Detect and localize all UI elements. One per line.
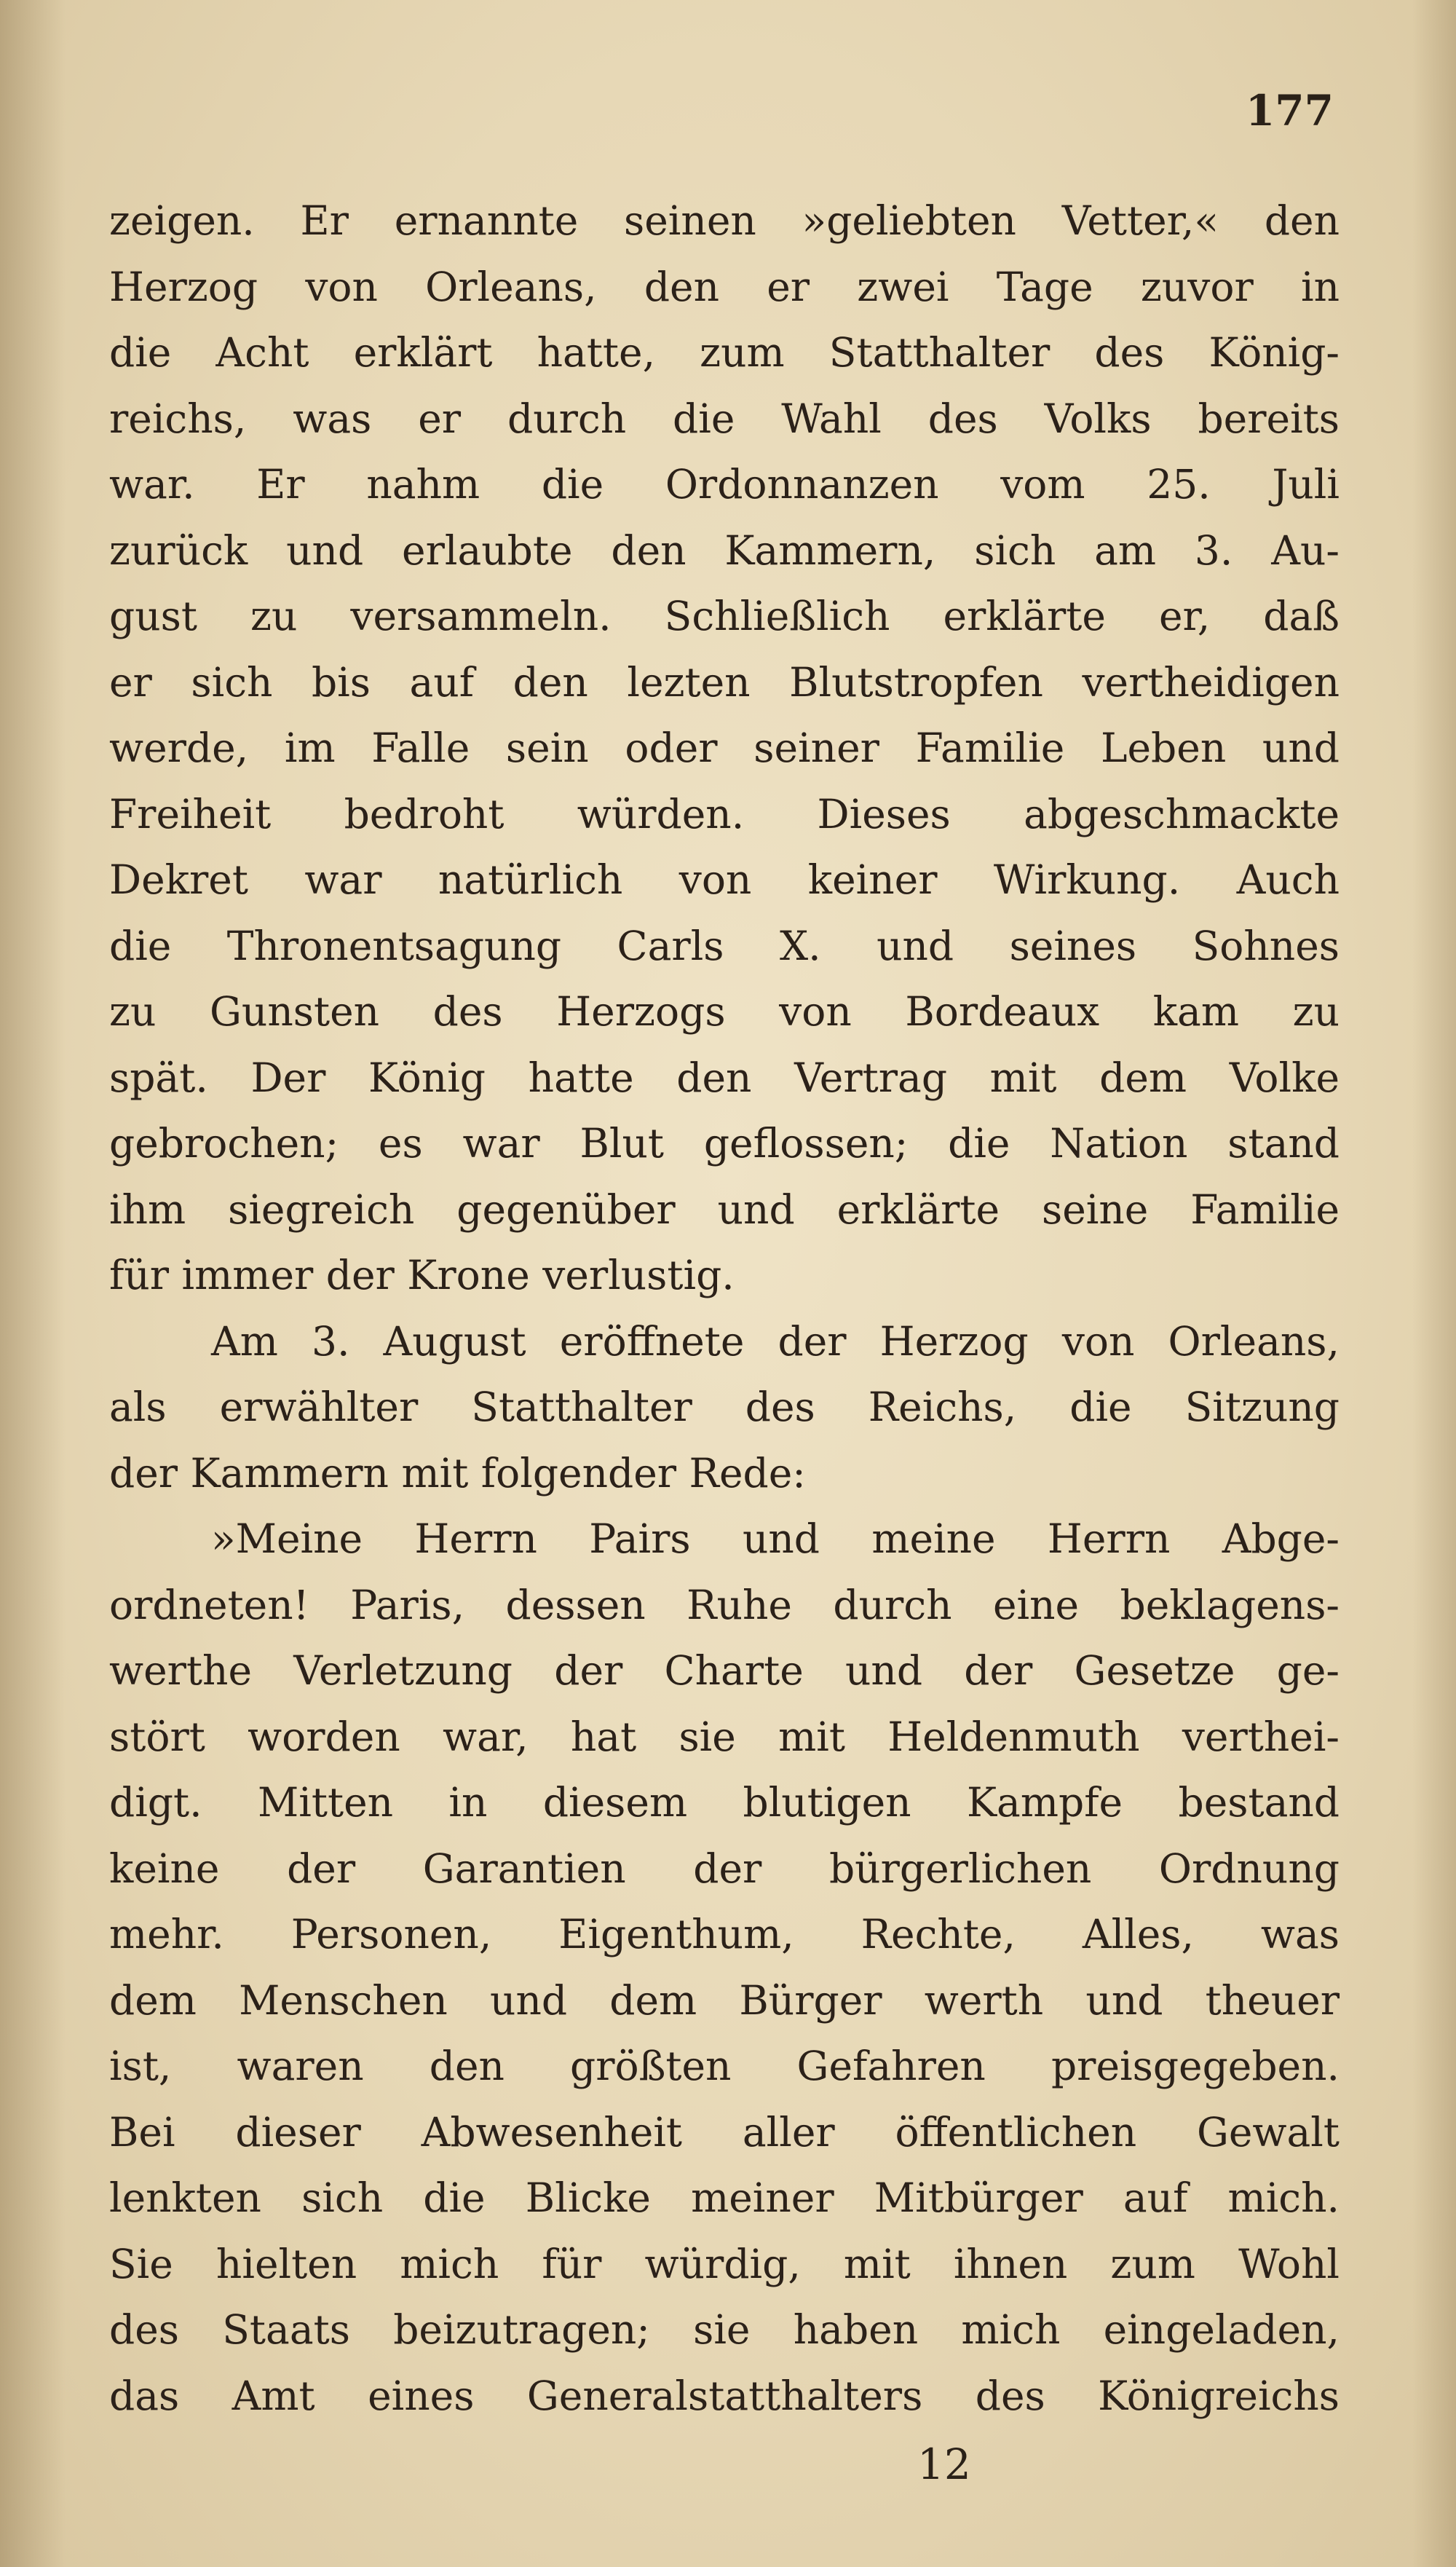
body-text <box>109 188 1340 2429</box>
text-line: Freiheit bedroht würden. Dieses abgeschmackte <box>109 790 1340 837</box>
text-line: Herzog von Orleans, den er zwei Tage zuvor in <box>109 263 1340 310</box>
text-line: zeigen. Er ernannte seinen »geliebten Vetter,« den <box>109 197 1340 244</box>
text-line: werde, im Falle sein oder seiner Familie Leben und <box>109 725 1340 771</box>
text-line: Bei dieser Abwesenheit aller öffentlichen Gewalt <box>109 2108 1340 2156</box>
text-line: spät. Der König hatte den Vertrag mit dem Volke <box>109 1054 1340 1101</box>
text-line: zurück und erlaubte den Kammern, sich am 3. Au- <box>109 527 1340 574</box>
text-line: ihm siegreich gegenüber und erklärte seine Familie <box>109 1186 1340 1233</box>
text-line: für immer der Krone verlustig. <box>109 1252 735 1298</box>
text-line: mehr. Personen, Eigenthum, Rechte, Alles, was <box>109 1911 1340 1957</box>
text-line: gust zu versammeln. Schließlich erklärte er, daß <box>109 593 1340 639</box>
text-line: stört worden war, hat sie mit Heldenmuth verthei- <box>109 1713 1340 1760</box>
text-line: Dekret war natürlich von keiner Wirkung. Auch <box>109 856 1340 903</box>
signature-mark: 12 <box>917 2440 971 2489</box>
text-line: lenkten sich die Blicke meiner Mitbürger auf mich. <box>109 2174 1340 2221</box>
text-line: war. Er nahm die Ordonnanzen vom 25. Juli <box>109 461 1340 508</box>
text-line: reichs, was er durch die Wahl des Volks bereits <box>109 395 1340 442</box>
text-line: des Staats beizutragen; sie haben mich eingeladen, <box>109 2306 1340 2353</box>
text-line: zu Gunsten des Herzogs von Bordeaux kam zu <box>109 988 1340 1035</box>
text-line: Sie hielten mich für würdig, mit ihnen zum Wohl <box>109 2240 1340 2287</box>
text-line: ordneten! Paris, dessen Ruhe durch eine beklagens- <box>109 1581 1340 1628</box>
page-number: 177 <box>1245 86 1334 135</box>
text-line: werthe Verletzung der Charte und der Gesetze ge- <box>109 1647 1340 1694</box>
text-line: als erwählter Statthalter des Reichs, die Sitzung <box>109 1384 1340 1430</box>
text-line: das Amt eines Generalstatthalters des Königreichs <box>109 2372 1340 2419</box>
text-line: digt. Mitten in diesem blutigen Kampfe bestand <box>109 1779 1340 1826</box>
text-line: keine der Garantien der bürgerlichen Ordnung <box>109 1845 1340 1892</box>
text-line: die Thronentsagung Carls X. und seines Sohnes <box>109 922 1340 969</box>
text-line: dem Menschen und dem Bürger werth und theuer <box>109 1976 1340 2024</box>
text-line: der Kammern mit folgender Rede: <box>109 1449 806 1497</box>
text-line: »Meine Herrn Pairs und meine Herrn Abge- <box>211 1515 1340 1562</box>
text-line: Am 3. August eröffnete der Herzog von Orleans, <box>211 1317 1340 1365</box>
text-line: gebrochen; es war Blut geflossen; die Nation stand <box>109 1120 1340 1167</box>
text-line: ist, waren den größten Gefahren preisgegeben. <box>109 2043 1340 2089</box>
text-line: er sich bis auf den lezten Blutstropfen vertheidigen <box>109 658 1340 706</box>
text-line: die Acht erklärt hatte, zum Statthalter des König- <box>109 329 1340 376</box>
